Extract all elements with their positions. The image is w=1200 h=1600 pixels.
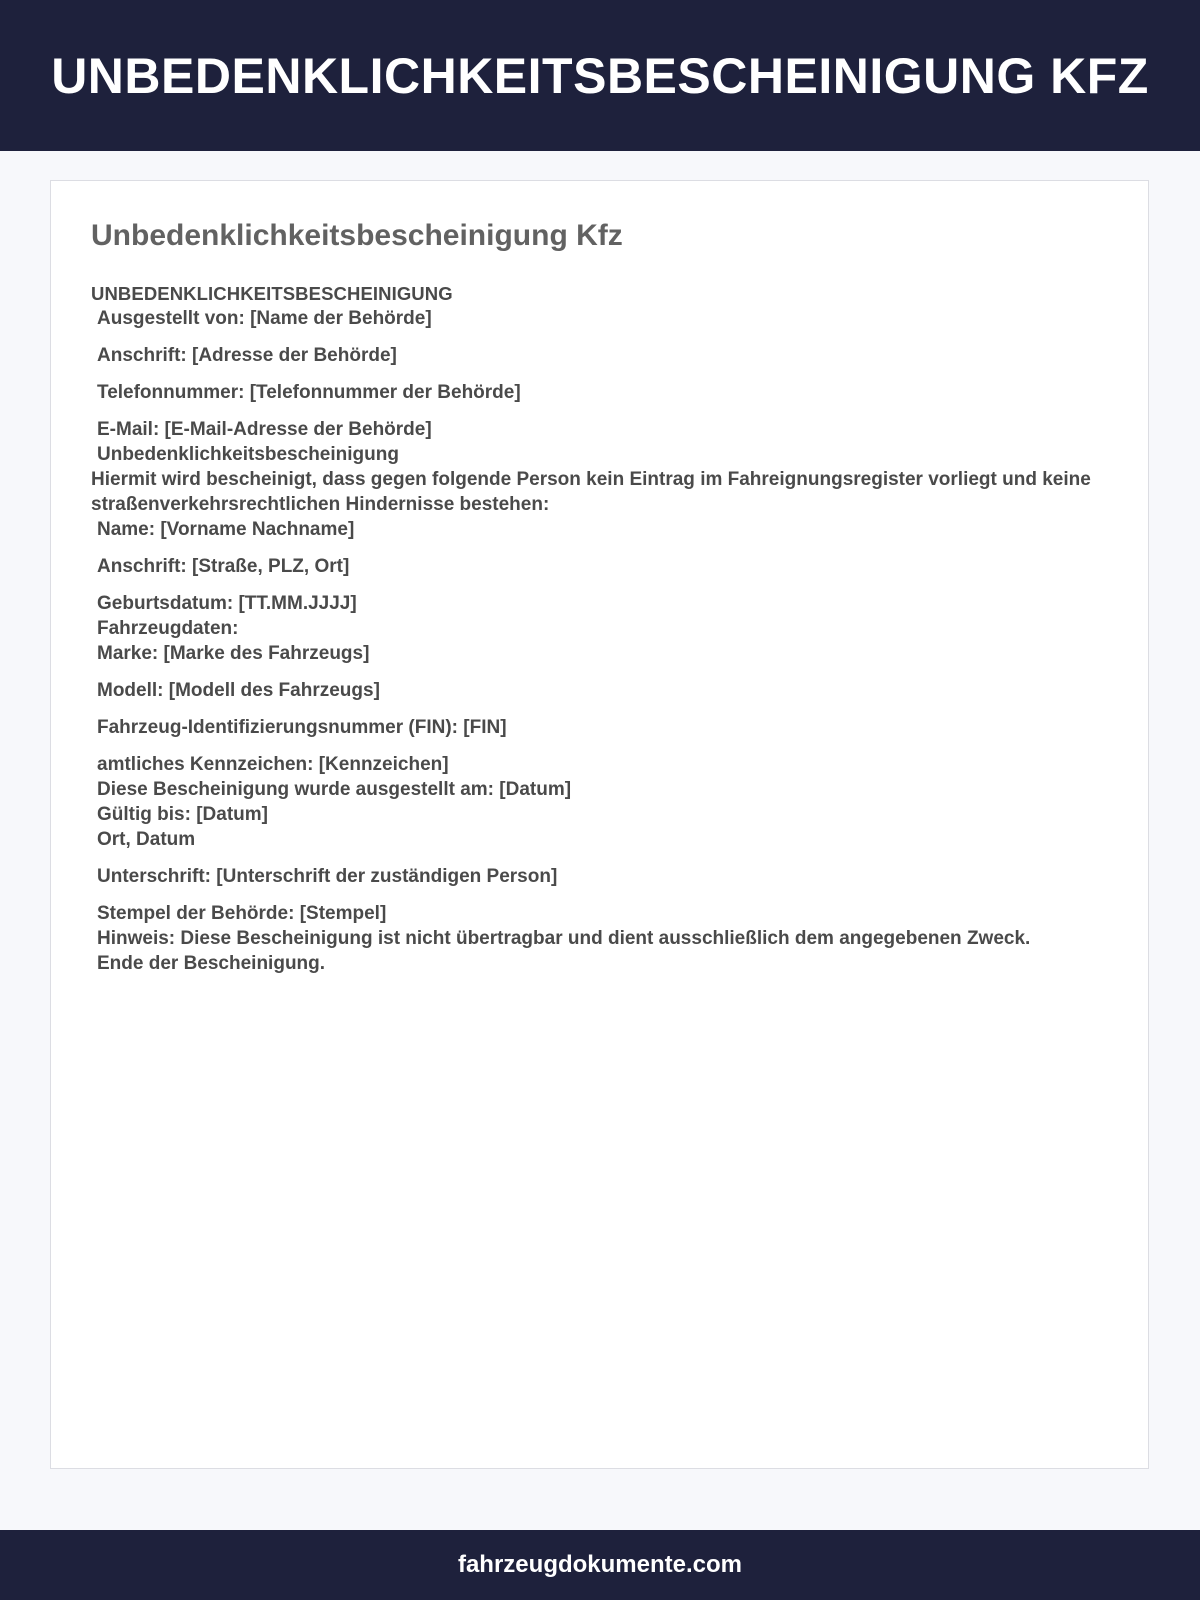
vehicle-plate: amtliches Kennzeichen: [Kennzeichen] <box>97 754 449 775</box>
issuer-address: Anschrift: [Adresse der Behörde] <box>97 345 397 366</box>
place-date: Ort, Datum <box>97 829 196 850</box>
certificate-statement: Hiermit wird bescheinigt, dass gegen folgende Person kein Eintrag im Fahreignungsregister vorliegt und keine straßenverkehrsrechtlichen Hindernisse bestehen: <box>91 469 1091 515</box>
footer-site-name: fahrzeugdokumente.com <box>457 1551 743 1578</box>
person-address: Anschrift: [Straße, PLZ, Ort] <box>97 556 350 577</box>
certificate-subheading: Unbedenklichkeitsbescheinigung <box>97 444 399 465</box>
issuer-email: E-Mail: [E-Mail-Adresse der Behörde] <box>97 419 432 440</box>
vehicle-model: Modell: [Modell des Fahrzeugs] <box>97 680 380 701</box>
person-name: Name: [Vorname Nachname] <box>97 519 355 540</box>
issuer-name: Ausgestellt von: [Name der Behörde] <box>97 308 432 329</box>
page-title: UNBEDENKLICHKEITSBESCHEINIGUNG KFZ <box>51 47 1149 104</box>
document-body <box>91 281 1101 976</box>
note-line: Hinweis: Diese Bescheinigung ist nicht übertragbar und dient ausschließlich dem angegebenen Zweck. <box>97 928 1031 949</box>
issued-on: Diese Bescheinigung wurde ausgestellt am: [Datum] <box>97 779 572 800</box>
valid-until: Gültig bis: [Datum] <box>97 804 268 825</box>
header-banner <box>0 0 1200 151</box>
issuer-phone: Telefonnummer: [Telefonnummer der Behörde] <box>97 382 521 403</box>
person-birthdate: Geburtsdatum: [TT.MM.JJJJ] <box>97 593 357 614</box>
stamp-line: Stempel der Behörde: [Stempel] <box>97 903 387 924</box>
vehicle-brand: Marke: [Marke des Fahrzeugs] <box>97 643 370 664</box>
vehicle-vin: Fahrzeug-Identifizierungsnummer (FIN): [FIN] <box>97 717 507 738</box>
certificate-heading: UNBEDENKLICHKEITSBESCHEINIGUNG <box>91 283 453 304</box>
footer-banner <box>0 1530 1200 1600</box>
document-title: Unbedenklichkeitsbescheinigung Kfz <box>91 219 623 252</box>
vehicle-heading: Fahrzeugdaten: <box>97 618 239 639</box>
end-line: Ende der Bescheinigung. <box>97 953 326 974</box>
signature-line: Unterschrift: [Unterschrift der zuständigen Person] <box>97 866 558 887</box>
document-card <box>50 180 1149 1469</box>
